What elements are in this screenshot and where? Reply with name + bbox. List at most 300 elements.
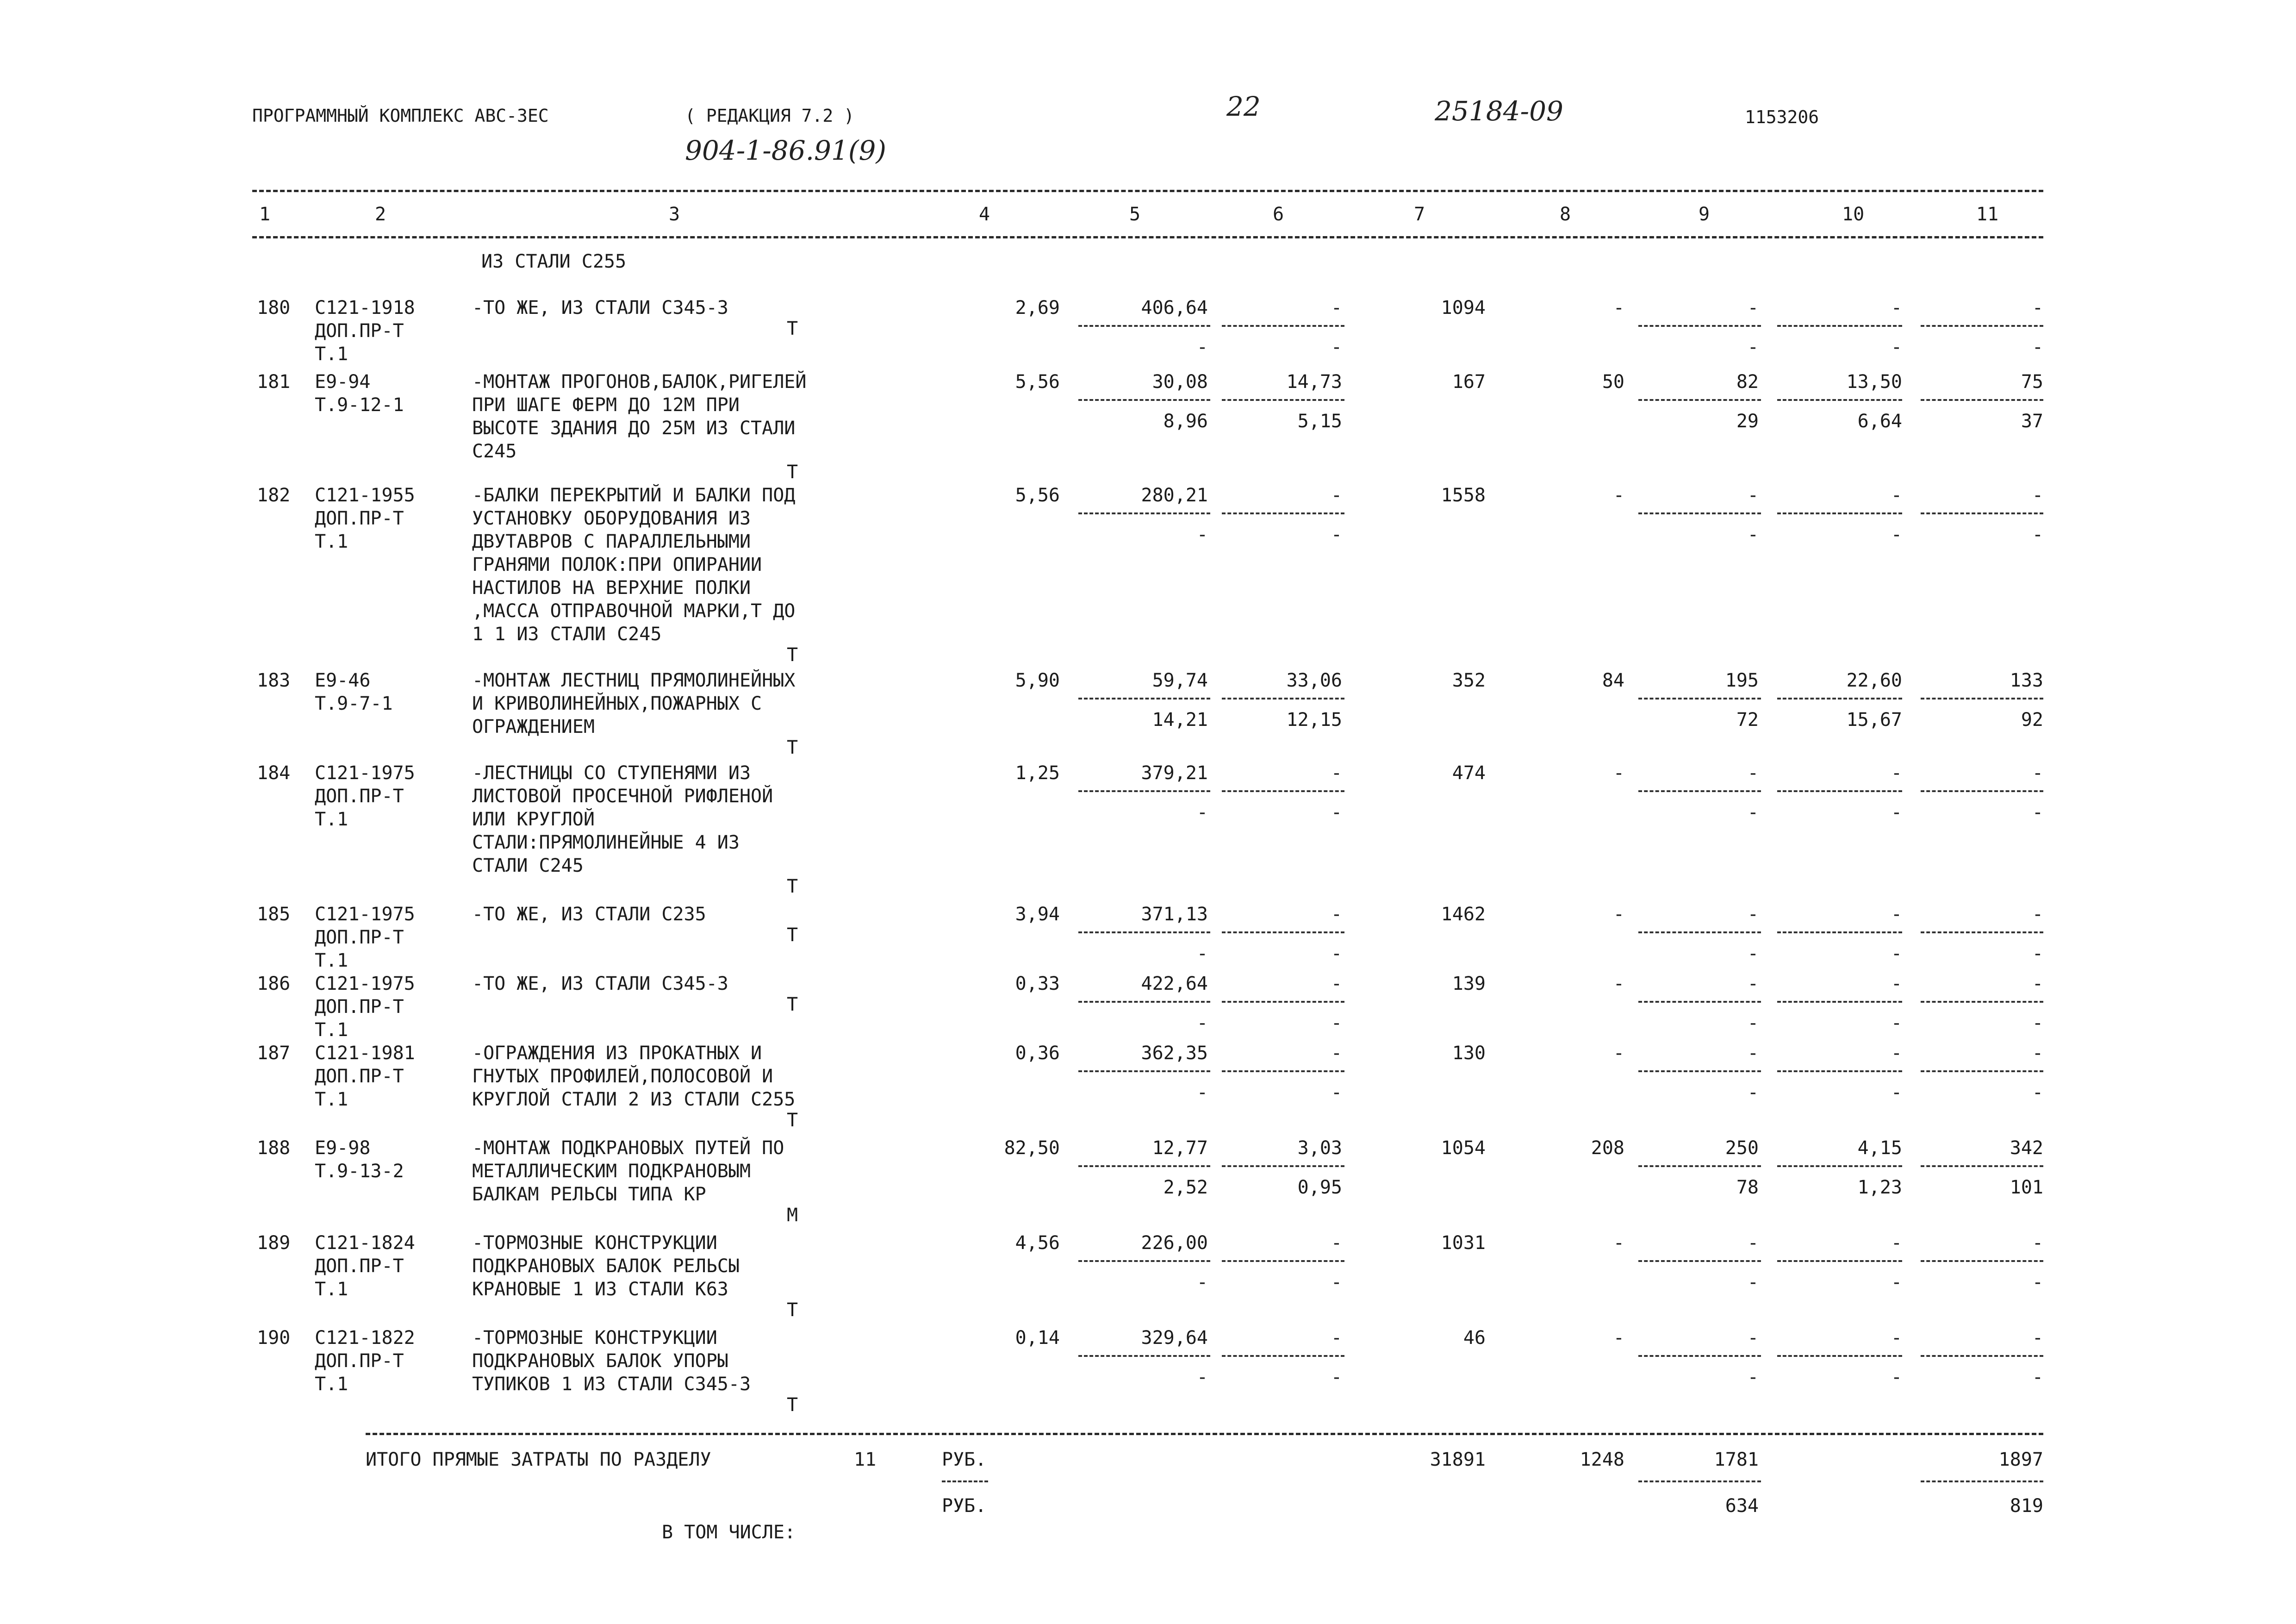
cell-rule	[1777, 1001, 1902, 1003]
cell-unit-cost-sub: -	[1196, 802, 1208, 823]
work-description: ДВУТАВРОВ С ПАРАЛЛЕЛЬНЫМИ	[472, 531, 751, 552]
work-code: ДОП.ПР-Т	[315, 320, 404, 342]
work-description: -ОГРАЖДЕНИЯ ИЗ ПРОКАТНЫХ И	[472, 1043, 762, 1064]
cell-rule	[1921, 931, 2043, 933]
cell-col10: -	[1891, 762, 1902, 784]
cell-machines-sub: -	[1331, 1082, 1342, 1103]
cell-col10: -	[1891, 485, 1902, 506]
work-code: С121-1918	[315, 297, 415, 319]
cell-machines-sub: 5,15	[1297, 411, 1342, 432]
cell-rule	[1921, 512, 2043, 514]
unit-of-measure: Т	[787, 924, 798, 946]
cell-total: 1031	[1441, 1232, 1486, 1254]
cell-machines: -	[1331, 1232, 1342, 1254]
cell-rule	[1078, 1260, 1210, 1262]
cell-unit-cost-sub: 8,96	[1163, 411, 1208, 432]
cell-col11: -	[2032, 297, 2043, 319]
cell-col10: -	[1891, 1327, 1902, 1349]
cell-col9: -	[1747, 1043, 1759, 1064]
work-description: ,МАССА ОТПРАВОЧНОЙ МАРКИ,Т ДО	[472, 600, 796, 622]
cell-rule	[1638, 1001, 1761, 1003]
cell-rule	[1222, 931, 1344, 933]
cell-total: 1054	[1441, 1137, 1486, 1159]
sheet-number: 1153206	[1745, 107, 1819, 127]
cell-rule	[1638, 1165, 1761, 1167]
cell-rule	[1921, 698, 2043, 700]
cell-quantity: 0,14	[1015, 1327, 1060, 1349]
work-code: С121-1975	[315, 762, 415, 784]
column-number: 10	[1842, 204, 1865, 225]
cell-col9-sub: 78	[1736, 1177, 1759, 1198]
cell-unit-cost-sub: -	[1196, 524, 1208, 545]
cell-col11-sub: -	[2032, 337, 2043, 358]
work-description: УСТАНОВКУ ОБОРУДОВАНИЯ ИЗ	[472, 508, 751, 529]
column-number: 5	[1129, 204, 1141, 225]
row-number: 184	[257, 762, 291, 784]
cell-rule	[1921, 399, 2043, 401]
cell-machines: 14,73	[1286, 371, 1342, 393]
row-number: 182	[257, 485, 291, 506]
cell-rule	[1222, 1355, 1344, 1357]
work-code: Е9-98	[315, 1137, 371, 1159]
row-number: 181	[257, 371, 291, 393]
column-number: 4	[979, 204, 990, 225]
cell-rule	[1222, 1260, 1344, 1262]
work-code: Т.1	[315, 344, 348, 365]
cell-unit-cost: 362,35	[1141, 1043, 1208, 1064]
column-number: 3	[669, 204, 680, 225]
work-description: КРАНОВЫЕ 1 ИЗ СТАЛИ К63	[472, 1279, 728, 1300]
unit-of-measure: Т	[787, 318, 798, 339]
cell-col10: -	[1891, 1043, 1902, 1064]
cell-rule	[1777, 931, 1902, 933]
cell-wages: -	[1613, 297, 1624, 319]
work-code: С121-1981	[315, 1043, 415, 1064]
cell-quantity: 5,56	[1015, 371, 1060, 393]
cell-rule	[1078, 512, 1210, 514]
cell-unit-cost-sub: -	[1196, 1367, 1208, 1388]
cell-col10-sub: 1,23	[1857, 1177, 1902, 1198]
work-code: ДОП.ПР-Т	[315, 996, 404, 1018]
cell-col9: -	[1747, 973, 1759, 994]
cell-unit-cost: 280,21	[1141, 485, 1208, 506]
cell-rule	[1078, 931, 1210, 933]
work-description: МЕТАЛЛИЧЕСКИМ ПОДКРАНОВЫМ	[472, 1161, 751, 1182]
totals-col9-sub: 634	[1725, 1495, 1759, 1517]
cell-col11: -	[2032, 973, 2043, 994]
cell-rule	[1222, 1165, 1344, 1167]
cell-rule	[1777, 1165, 1902, 1167]
cell-rule	[1777, 1260, 1902, 1262]
cell-col11: -	[2032, 485, 2043, 506]
cell-col11-sub: -	[2032, 1367, 2043, 1388]
row-number: 183	[257, 670, 291, 691]
cell-total: 474	[1452, 762, 1486, 784]
work-description: -МОНТАЖ ПРОГОНОВ,БАЛОК,РИГЕЛЕЙ	[472, 371, 807, 393]
cell-machines: -	[1331, 762, 1342, 784]
cell-col9-sub: -	[1747, 1012, 1759, 1034]
cell-machines: -	[1331, 297, 1342, 319]
cell-col10: 13,50	[1846, 371, 1902, 393]
cell-rule	[1222, 1070, 1344, 1072]
cell-col10-sub: -	[1891, 1272, 1902, 1293]
unit-of-measure: Т	[787, 876, 798, 897]
cell-col9: 82	[1736, 371, 1759, 393]
cell-col11-sub: -	[2032, 1082, 2043, 1103]
work-description: ЛИСТОВОЙ ПРОСЕЧНОЙ РИФЛЕНОЙ	[472, 786, 773, 807]
cell-rule	[1222, 790, 1344, 792]
work-code: ДОП.ПР-Т	[315, 1350, 404, 1372]
cell-wages: 50	[1602, 371, 1624, 393]
cell-rule	[1078, 698, 1210, 700]
cell-col11: -	[2032, 762, 2043, 784]
cell-machines: -	[1331, 904, 1342, 925]
cell-wages: 208	[1591, 1137, 1624, 1159]
work-description: СТАЛИ С245	[472, 855, 584, 876]
cell-rule	[1921, 1070, 2043, 1072]
project-code: 904-1-86.91(9)	[685, 135, 886, 166]
work-description: ПРИ ШАГЕ ФЕРМ ДО 12М ПРИ	[472, 394, 740, 416]
totals-col9-rule	[1638, 1480, 1761, 1482]
cell-col11: -	[2032, 1327, 2043, 1349]
cell-unit-cost: 371,13	[1141, 904, 1208, 925]
unit-of-measure: Т	[787, 737, 798, 758]
cell-wages: -	[1613, 973, 1624, 994]
column-number: 6	[1273, 204, 1284, 225]
row-number: 185	[257, 904, 291, 925]
work-code: ДОП.ПР-Т	[315, 1255, 404, 1277]
cell-col10: -	[1891, 973, 1902, 994]
cell-total: 139	[1452, 973, 1486, 994]
work-description: -ТО ЖЕ, ИЗ СТАЛИ С345-3	[472, 973, 728, 994]
totals-col9: 1781	[1714, 1449, 1759, 1470]
cell-rule	[1777, 325, 1902, 327]
cell-col10-sub: 6,64	[1857, 411, 1902, 432]
cell-unit-cost: 329,64	[1141, 1327, 1208, 1349]
cell-total: 1094	[1441, 297, 1486, 319]
work-description: КРУГЛОЙ СТАЛИ 2 ИЗ СТАЛИ С255	[472, 1089, 796, 1110]
cell-machines-sub: -	[1331, 337, 1342, 358]
cell-col10-sub: -	[1891, 802, 1902, 823]
cell-unit-cost: 226,00	[1141, 1232, 1208, 1254]
cell-rule	[1921, 1001, 2043, 1003]
cell-col11-sub: -	[2032, 943, 2043, 964]
work-code: Т.1	[315, 1374, 348, 1395]
cell-rule	[1078, 399, 1210, 401]
cell-rule	[1638, 790, 1761, 792]
cell-rule	[1921, 790, 2043, 792]
cell-rule	[1222, 325, 1344, 327]
cell-col9: 250	[1725, 1137, 1759, 1159]
totals-col11-sub: 819	[2010, 1495, 2043, 1517]
work-description: ПОДКРАНОВЫХ БАЛОК УПОРЫ	[472, 1350, 728, 1372]
work-code: ДОП.ПР-Т	[315, 1066, 404, 1087]
cell-unit-cost-sub: -	[1196, 337, 1208, 358]
edition-label: ( РЕДАКЦИЯ 7.2 )	[685, 106, 855, 126]
totals-col8: 1248	[1580, 1449, 1624, 1470]
row-number: 187	[257, 1043, 291, 1064]
totals-currency-2: РУБ.	[942, 1495, 987, 1517]
work-code: Т.9-13-2	[315, 1161, 404, 1182]
cell-rule	[1078, 1165, 1210, 1167]
cell-machines: 33,06	[1286, 670, 1342, 691]
cell-rule	[1638, 698, 1761, 700]
cell-unit-cost-sub: -	[1196, 1272, 1208, 1293]
page-number: 22	[1226, 91, 1261, 122]
unit-of-measure: М	[787, 1205, 798, 1226]
cell-rule	[1078, 790, 1210, 792]
cell-rule	[1222, 512, 1344, 514]
header-rule-top	[252, 190, 2043, 192]
work-code: ДОП.ПР-Т	[315, 508, 404, 529]
cell-rule	[1777, 698, 1902, 700]
cell-col10: 4,15	[1857, 1137, 1902, 1159]
cell-rule	[1638, 1355, 1761, 1357]
totals-rule	[366, 1433, 2043, 1435]
work-code: С121-1975	[315, 973, 415, 994]
including-label: В ТОМ ЧИСЛЕ:	[662, 1522, 796, 1543]
cell-total: 352	[1452, 670, 1486, 691]
cell-wages: -	[1613, 762, 1624, 784]
cell-machines: -	[1331, 973, 1342, 994]
work-code: С121-1955	[315, 485, 415, 506]
cell-col10: -	[1891, 904, 1902, 925]
work-description: -ТОРМОЗНЫЕ КОНСТРУКЦИИ	[472, 1327, 717, 1349]
work-code: ДОП.ПР-Т	[315, 786, 404, 807]
cell-rule	[1638, 1260, 1761, 1262]
cell-unit-cost-sub: -	[1196, 943, 1208, 964]
cell-col11: 133	[2010, 670, 2043, 691]
cell-unit-cost-sub: -	[1196, 1082, 1208, 1103]
cell-machines: -	[1331, 485, 1342, 506]
work-code: С121-1975	[315, 904, 415, 925]
cell-wages: -	[1613, 485, 1624, 506]
cell-wages: -	[1613, 904, 1624, 925]
cell-col11: 75	[2021, 371, 2043, 393]
cell-rule	[1777, 1355, 1902, 1357]
cell-col11-sub: 37	[2021, 411, 2043, 432]
totals-currency: РУБ.	[942, 1449, 987, 1470]
cell-rule	[1921, 325, 2043, 327]
cell-quantity: 1,25	[1015, 762, 1060, 784]
column-number: 2	[375, 204, 386, 225]
cell-rule	[1777, 790, 1902, 792]
cell-quantity: 2,69	[1015, 297, 1060, 319]
cell-quantity: 0,36	[1015, 1043, 1060, 1064]
cell-total: 167	[1452, 371, 1486, 393]
work-code: С121-1822	[315, 1327, 415, 1349]
cell-machines-sub: -	[1331, 802, 1342, 823]
work-description: ОГРАЖДЕНИЕМ	[472, 716, 595, 737]
cell-col11: -	[2032, 1043, 2043, 1064]
work-code: Т.1	[315, 1019, 348, 1041]
cell-col10: 22,60	[1846, 670, 1902, 691]
cell-col9-sub: 29	[1736, 411, 1759, 432]
cell-col9: -	[1747, 762, 1759, 784]
cell-total: 1558	[1441, 485, 1486, 506]
cell-rule	[1078, 1070, 1210, 1072]
cell-total: 1462	[1441, 904, 1486, 925]
work-code: Е9-46	[315, 670, 371, 691]
cell-col9-sub: -	[1747, 524, 1759, 545]
column-number: 8	[1560, 204, 1571, 225]
work-description: -ЛЕСТНИЦЫ СО СТУПЕНЯМИ ИЗ	[472, 762, 751, 784]
cell-machines-sub: -	[1331, 943, 1342, 964]
cell-col9: -	[1747, 904, 1759, 925]
column-number: 1	[259, 204, 271, 225]
cell-unit-cost-sub: 14,21	[1152, 709, 1208, 731]
cell-col10-sub: -	[1891, 1367, 1902, 1388]
cell-machines: -	[1331, 1043, 1342, 1064]
cell-total: 46	[1463, 1327, 1486, 1349]
work-code: Т.1	[315, 950, 348, 971]
continuation-text: ИЗ СТАЛИ С255	[481, 251, 627, 272]
cell-rule	[1078, 1355, 1210, 1357]
row-number: 186	[257, 973, 291, 994]
work-code: С121-1824	[315, 1232, 415, 1254]
work-code: Т.1	[315, 1279, 348, 1300]
cell-col9-sub: -	[1747, 802, 1759, 823]
work-description: -ТО ЖЕ, ИЗ СТАЛИ С345-3	[472, 297, 728, 319]
totals-section: 11	[854, 1449, 877, 1470]
work-code: Е9-94	[315, 371, 371, 393]
cell-rule	[1777, 1070, 1902, 1072]
work-description: НАСТИЛОВ НА ВЕРХНИЕ ПОЛКИ	[472, 577, 751, 599]
work-description: СТАЛИ:ПРЯМОЛИНЕЙНЫЕ 4 ИЗ	[472, 832, 740, 853]
unit-of-measure: Т	[787, 1110, 798, 1131]
cell-rule	[1638, 1070, 1761, 1072]
cell-col9-sub: 72	[1736, 709, 1759, 731]
cell-rule	[1638, 325, 1761, 327]
cell-machines-sub: -	[1331, 1367, 1342, 1388]
cell-col11-sub: -	[2032, 802, 2043, 823]
cell-unit-cost-sub: 2,52	[1163, 1177, 1208, 1198]
cell-col9: -	[1747, 1232, 1759, 1254]
cell-col11-sub: -	[2032, 1012, 2043, 1034]
cell-quantity: 0,33	[1015, 973, 1060, 994]
cell-wages: -	[1613, 1327, 1624, 1349]
cell-wages: -	[1613, 1232, 1624, 1254]
cell-machines: -	[1331, 1327, 1342, 1349]
work-code: Т.9-12-1	[315, 394, 404, 416]
cell-unit-cost: 379,21	[1141, 762, 1208, 784]
work-description: ИЛИ КРУГЛОЙ	[472, 809, 595, 830]
cell-col9: -	[1747, 297, 1759, 319]
unit-of-measure: Т	[787, 462, 798, 483]
cell-rule	[1777, 399, 1902, 401]
cell-col11: 342	[2010, 1137, 2043, 1159]
cell-col11-sub: 92	[2021, 709, 2043, 731]
cell-rule	[1921, 1260, 2043, 1262]
cell-machines-sub: 0,95	[1297, 1177, 1342, 1198]
work-code: ДОП.ПР-Т	[315, 927, 404, 948]
cell-rule	[1921, 1355, 2043, 1357]
program-title: ПРОГРАММНЫЙ КОМПЛЕКС АВС-ЗЕС	[252, 106, 549, 126]
cell-rule	[1078, 1001, 1210, 1003]
cell-wages: -	[1613, 1043, 1624, 1064]
cell-col11-sub: -	[2032, 524, 2043, 545]
unit-of-measure: Т	[787, 994, 798, 1015]
cell-unit-cost-sub: -	[1196, 1012, 1208, 1034]
cell-col10-sub: -	[1891, 1082, 1902, 1103]
totals-currency-rule	[942, 1480, 988, 1482]
work-description: ПОДКРАНОВЫХ БАЛОК РЕЛЬСЫ	[472, 1255, 740, 1277]
cell-col9-sub: -	[1747, 943, 1759, 964]
work-description: ГРАНЯМИ ПОЛОК:ПРИ ОПИРАНИИ	[472, 554, 762, 575]
cell-col9: -	[1747, 1327, 1759, 1349]
work-code: Т.1	[315, 809, 348, 830]
work-code: Т.9-7-1	[315, 693, 393, 714]
cell-col9-sub: -	[1747, 1272, 1759, 1293]
cell-rule	[1222, 399, 1344, 401]
document-code: 25184-09	[1435, 95, 1563, 127]
work-description: БАЛКАМ РЕЛЬСЫ ТИПА КР	[472, 1184, 706, 1205]
cell-col11-sub: -	[2032, 1272, 2043, 1293]
work-description: -МОНТАЖ ПОДКРАНОВЫХ ПУТЕЙ ПО	[472, 1137, 784, 1159]
cell-col9-sub: -	[1747, 1082, 1759, 1103]
cell-machines-sub: -	[1331, 1272, 1342, 1293]
cell-unit-cost: 12,77	[1152, 1137, 1208, 1159]
cell-col10-sub: -	[1891, 524, 1902, 545]
cell-quantity: 5,56	[1015, 485, 1060, 506]
cell-col11-sub: 101	[2010, 1177, 2043, 1198]
cell-unit-cost: 30,08	[1152, 371, 1208, 393]
unit-of-measure: Т	[787, 1394, 798, 1416]
cell-rule	[1638, 399, 1761, 401]
cell-col10-sub: 15,67	[1846, 709, 1902, 731]
cell-unit-cost: 422,64	[1141, 973, 1208, 994]
totals-col11-rule	[1921, 1480, 2043, 1482]
totals-label: ИТОГО ПРЯМЫЕ ЗАТРАТЫ ПО РАЗДЕЛУ	[366, 1449, 711, 1470]
cell-rule	[1078, 325, 1210, 327]
cell-rule	[1921, 1165, 2043, 1167]
header-rule-bottom	[252, 236, 2043, 238]
cell-quantity: 5,90	[1015, 670, 1060, 691]
cell-quantity: 3,94	[1015, 904, 1060, 925]
cell-rule	[1222, 698, 1344, 700]
cell-col10-sub: -	[1891, 943, 1902, 964]
cell-machines-sub: -	[1331, 1012, 1342, 1034]
cell-quantity: 4,56	[1015, 1232, 1060, 1254]
cell-col10-sub: -	[1891, 1012, 1902, 1034]
cell-col10: -	[1891, 297, 1902, 319]
work-code: Т.1	[315, 1089, 348, 1110]
cell-quantity: 82,50	[1004, 1137, 1060, 1159]
work-description: ТУПИКОВ 1 ИЗ СТАЛИ С345-3	[472, 1374, 751, 1395]
totals-col7: 31891	[1430, 1449, 1486, 1470]
work-description: -МОНТАЖ ЛЕСТНИЦ ПРЯМОЛИНЕЙНЫХ	[472, 670, 796, 691]
cell-rule	[1638, 931, 1761, 933]
work-description: ГНУТЫХ ПРОФИЛЕЙ,ПОЛОСОВОЙ И	[472, 1066, 773, 1087]
column-number: 11	[1976, 204, 1999, 225]
unit-of-measure: Т	[787, 1299, 798, 1321]
work-description: И КРИВОЛИНЕЙНЫХ,ПОЖАРНЫХ С	[472, 693, 762, 714]
column-number: 9	[1699, 204, 1710, 225]
totals-col11: 1897	[1998, 1449, 2043, 1470]
row-number: 180	[257, 297, 291, 319]
cell-col11: -	[2032, 1232, 2043, 1254]
work-description: -ТО ЖЕ, ИЗ СТАЛИ С235	[472, 904, 706, 925]
work-code: Т.1	[315, 531, 348, 552]
cell-machines: 3,03	[1297, 1137, 1342, 1159]
cell-wages: 84	[1602, 670, 1624, 691]
cell-total: 130	[1452, 1043, 1486, 1064]
cell-col9-sub: -	[1747, 1367, 1759, 1388]
cell-col10-sub: -	[1891, 337, 1902, 358]
cell-col10: -	[1891, 1232, 1902, 1254]
cell-unit-cost: 406,64	[1141, 297, 1208, 319]
cell-unit-cost: 59,74	[1152, 670, 1208, 691]
